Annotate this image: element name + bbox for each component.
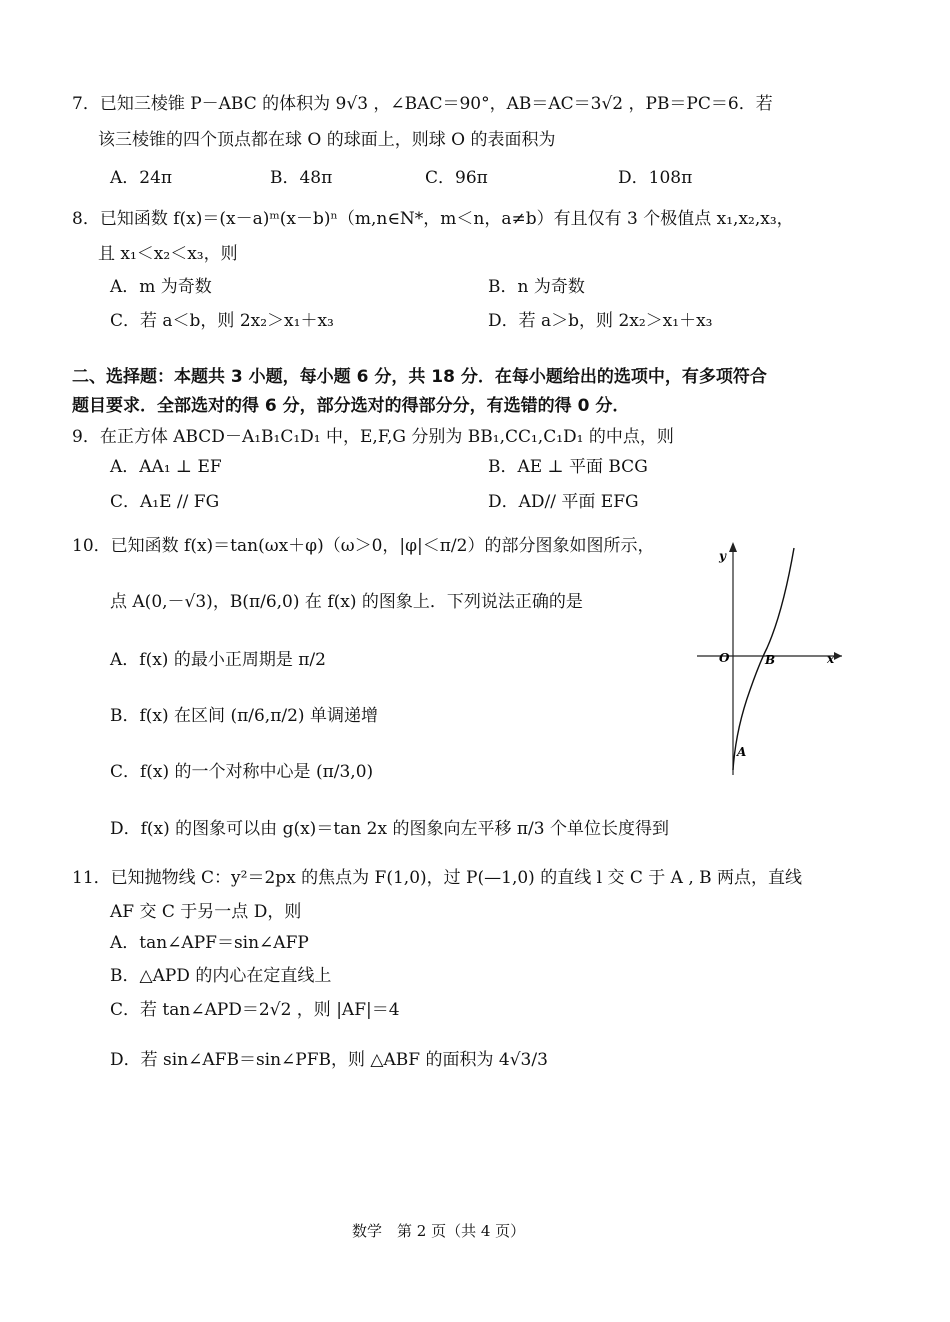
q8-stem-line1: 8．已知函数 f(x)＝(x－a)ᵐ(x－b)ⁿ（m,n∈N*，m＜n，a≠b）有且仅有 3 个极值点 x₁,x₂,x₃， <box>72 209 794 229</box>
q8-option-a: A．m 为奇数 <box>110 277 212 297</box>
q10-stem-line2: 点 A(0,－√3)，B(π/6,0) 在 f(x) 的图象上．下列说法正确的是 <box>110 592 583 612</box>
point-b-label: B <box>765 653 776 667</box>
q8-option-b: B．n 为奇数 <box>488 277 585 297</box>
q7-option-a: A．24π <box>110 168 173 188</box>
q11-option-b: B．△APD 的内心在定直线上 <box>110 966 332 986</box>
page-footer: 数学 第 2 页（共 4 页） <box>352 1222 526 1240</box>
q7-option-b: B．48π <box>270 168 333 188</box>
q10-tangent-graph <box>697 540 842 775</box>
q10-option-c: C．f(x) 的一个对称中心是 (π/3,0) <box>110 762 374 782</box>
q10-stem-line1: 10．已知函数 f(x)＝tan(ωx＋φ)（ω＞0，|φ|＜π/2）的部分图象如图所示， <box>72 536 655 556</box>
point-a-label: A <box>737 745 747 759</box>
q7-stem-line2: 该三棱锥的四个顶点都在球 O 的球面上，则球 O 的表面积为 <box>98 130 556 150</box>
q10-option-d: D．f(x) 的图象可以由 g(x)＝tan 2x 的图象向左平移 π/3 个单位长度得到 <box>110 819 669 839</box>
q9-option-a: A．AA₁ ⊥ EF <box>110 457 222 477</box>
q9-option-b: B．AE ⊥ 平面 BCG <box>488 457 648 477</box>
q9-option-d: D．AD// 平面 EFG <box>488 492 639 512</box>
tangent-curve <box>733 548 794 770</box>
origin-label: O <box>719 651 730 665</box>
section2-heading-line1: 二、选择题：本题共 3 小题，每小题 6 分，共 18 分．在每小题给出的选项中，有多项符合 <box>72 367 767 387</box>
q8-option-c: C．若 a＜b，则 2x₂＞x₁＋x₃ <box>110 311 334 331</box>
q10-option-b: B．f(x) 在区间 (π/6,π/2) 单调递增 <box>110 706 378 726</box>
q11-stem-line1: 11．已知抛物线 C：y²＝2px 的焦点为 F(1,0)，过 P(—1,0) 的直线 l 交 C 于 A , B 两点，直线 <box>72 868 803 888</box>
q11-option-d: D．若 sin∠AFB＝sin∠PFB，则 △ABF 的面积为 4√3/3 <box>110 1050 548 1070</box>
x-axis-arrow <box>834 652 842 660</box>
q11-stem-line2: AF 交 C 于另一点 D，则 <box>110 902 302 922</box>
q10-option-a: A．f(x) 的最小正周期是 π/2 <box>110 650 326 670</box>
q9-stem: 9．在正方体 ABCD－A₁B₁C₁D₁ 中，E,F,G 分别为 BB₁,CC₁,C₁D₁ 的中点，则 <box>72 427 674 447</box>
y-axis-label: y <box>719 549 726 563</box>
q11-option-c: C．若 tan∠APD＝2√2 ，则 |AF|＝4 <box>110 1000 400 1020</box>
q9-option-c: C．A₁E // FG <box>110 492 220 512</box>
q8-option-d: D．若 a＞b，则 2x₂＞x₁＋x₃ <box>488 311 713 331</box>
q11-option-a: A．tan∠APF＝sin∠AFP <box>110 933 309 953</box>
q7-option-c: C．96π <box>425 168 488 188</box>
section2-heading-line2: 题目要求．全部选对的得 6 分，部分选对的得部分分，有选错的得 0 分． <box>72 396 630 416</box>
q7-stem-line1: 7．已知三棱锥 P－ABC 的体积为 9√3 ，∠BAC＝90°，AB＝AC＝3√2 ，PB＝PC＝6．若 <box>72 94 773 114</box>
q8-stem-line2: 且 x₁＜x₂＜x₃，则 <box>98 244 238 264</box>
x-axis-label: x <box>827 652 835 666</box>
y-axis-arrow <box>729 542 737 552</box>
q7-option-d: D．108π <box>618 168 693 188</box>
